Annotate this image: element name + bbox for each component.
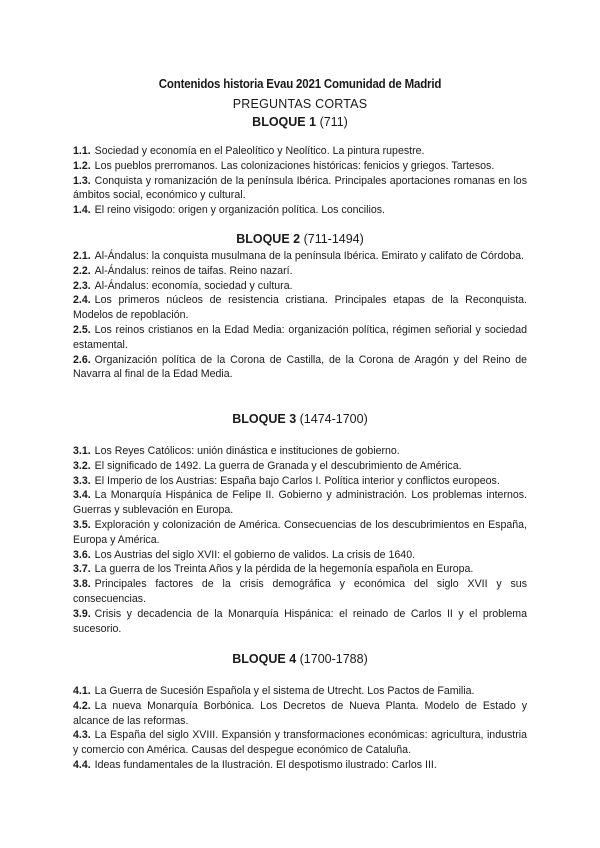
block-1-list	[73, 144, 527, 218]
block-range: (711-1494)	[303, 232, 364, 246]
list-item: 2.5. Los reinos cristianos en la Edad Media: organización política, régimen señorial y sociedad estamental.	[73, 323, 527, 351]
block-name: BLOQUE 4	[232, 652, 297, 666]
block-name: BLOQUE 2	[236, 232, 301, 246]
list-item: 4.1. La Guerra de Sucesión Española y el sistema de Utrecht. Los Pactos de Familia.	[73, 685, 475, 697]
list-item: 3.4. La Monarquía Hispánica de Felipe II. Gobierno y administración. Los problemas internos. Guerras y sublevación en Europa.	[73, 489, 527, 517]
block-3-heading	[0, 412, 600, 426]
list-item: 3.8. Principales factores de la crisis demográfica y económica del siglo XVII y sus consecuencias.	[73, 578, 527, 605]
list-item: 1.2. Los pueblos prerromanos. Las colonizaciones históricas: fenicios y griegos. Tartesos.	[73, 159, 495, 172]
list-item: 3.6. Los Austrias del siglo XVII: el gobierno de validos. La crisis de 1640.	[73, 548, 416, 561]
block-4-list	[73, 684, 527, 773]
block-1-heading	[0, 115, 600, 129]
block-name: BLOQUE 1	[252, 115, 317, 129]
list-item: 1.1. Sociedad y economía en el Paleolítico y Neolítico. La pintura rupestre.	[73, 145, 425, 157]
block-2-heading	[0, 232, 600, 246]
list-item: 2.3. Al-Ándalus: economía, sociedad y cultura.	[73, 279, 293, 292]
list-item: 2.6. Organización política de la Corona de Castilla, de la Corona de Aragón y del Reino de Navarra al final de la Edad Media.	[73, 353, 527, 381]
list-item: 1.4. El reino visigodo: origen y organización política. Los concilios.	[73, 204, 385, 217]
list-item: 2.4. Los primeros núcleos de resistencia cristiana. Principales etapas de la Reconquista. Modelos de repoblación.	[73, 294, 527, 322]
block-4-heading	[0, 652, 600, 666]
list-item: 2.2. Al-Ándalus: reinos de taifas. Reino nazarí.	[73, 264, 293, 277]
list-item: 1.3. Conquista y romanización de la península Ibérica. Principales aportaciones romanas en los ámbitos social, económico y cultural.	[73, 174, 527, 202]
list-item: 3.9. Crisis y decadencia de la Monarquía Hispánica: el reinado de Carlos II y el problema sucesorio.	[73, 607, 527, 635]
list-item: 4.2. La nueva Monarquía Borbónica. Los Decretos de Nueva Planta. Modelo de Estado y alcance de las reformas.	[73, 699, 527, 727]
list-item: 3.5. Exploración y colonización de América. Consecuencias de los descubrimientos en España, Europa y América.	[73, 518, 527, 546]
list-item: 4.4. Ideas fundamentales de la Ilustración. El despotismo ilustrado: Carlos III.	[73, 758, 437, 771]
list-item: 4.3. La España del siglo XVIII. Expansión y transformaciones económicas: agricultura, industria y comercio con América. Causas del despegue económico de Cataluña.	[73, 729, 527, 757]
block-2-list	[73, 249, 527, 382]
list-item: 3.1. Los Reyes Católicos: unión dinástica e instituciones de gobierno.	[73, 445, 400, 457]
document-title: Contenidos historia Evau 2021 Comunidad de Madrid	[158, 77, 442, 91]
block-3-list	[73, 444, 527, 636]
block-range: (1474-1700)	[299, 412, 368, 426]
list-item: 3.2. El significado de 1492. La guerra de Granada y el descubrimiento de América.	[73, 459, 462, 472]
block-range: (711)	[319, 115, 348, 129]
list-item: 2.1. Al-Ándalus: la conquista musulmana de la península Ibérica. Emirato y califato de Córdoba.	[73, 250, 524, 262]
block-name: BLOQUE 3	[232, 412, 297, 426]
block-range: (1700-1788)	[299, 652, 368, 666]
list-item: 3.7. La guerra de los Treinta Años y la pérdida de la hegemonía española en Europa.	[73, 563, 474, 576]
list-item: 3.3. El Imperio de los Austrias: España bajo Carlos I. Política interior y conflictos europeos.	[73, 474, 500, 487]
document-subtitle: PREGUNTAS CORTAS	[232, 97, 368, 111]
